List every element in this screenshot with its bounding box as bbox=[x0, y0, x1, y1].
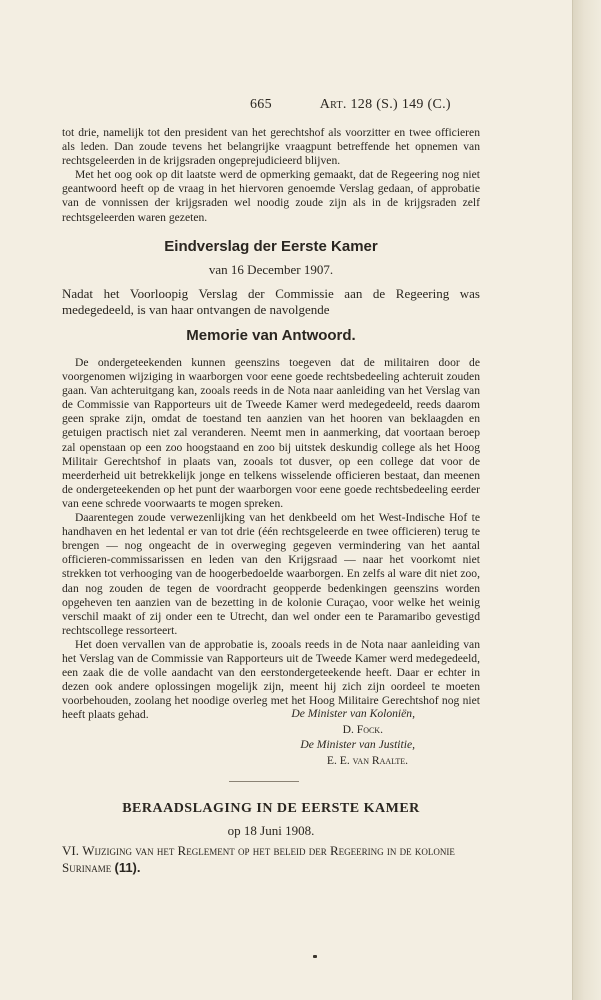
paragraph: Daarentegen zoude verwezenlijking van het denkbeeld om het West-Indische Hof te handhaven en het ledental er van tot drie (één rechtsgeleerde en twee officieren) terug te brengen — nog ongeacht de in overweging gegeven vermindering van het aantal officieren-commissarissen en leden van den Krijgsraad — naar het voorkomt niet strekken tot verhooging van de hoogerbedoelde waarborgen. En zelfs al ware dit niet zoo, dan nog zouden de tegen de voordracht geopperde bedenkingen geenszins worden opgeheven ten aanzien van de bezetting in de kolonie Curaçao, voor welke het weinig verschil maakt of zij onder een te Utrecht, dan wel onder een te Paramaribo gevestigd rechtscollege ressorteert. bbox=[62, 511, 480, 637]
memorie-heading: Memorie van Antwoord. bbox=[186, 327, 356, 344]
paragraph: Het doen vervallen van de approbatie is, zooals reeds in de Nota naar aanleiding van het Verslag van de Commissie van Rapporteurs uit de Tweede Kamer werd medegedeeld, een zaak die de volle aandacht van den eerstondergeteekende heeft. Daar er echter in dezen ook andere oplossingen mogelijk zijn, meent hij zich zijn oordeel te moeten voorbehouden, zoolang het noodige overleg met het Hoog Militaire Gerechtshof nog niet heeft plaats gehad. bbox=[62, 637, 480, 722]
minister-name: D. Fock. bbox=[342, 722, 383, 736]
signature-block bbox=[62, 706, 480, 768]
eindverslag-date: van 16 December 1907. bbox=[208, 262, 334, 277]
print-mark bbox=[313, 955, 317, 958]
article-reference: Art. 128 (S.) 149 (C.) bbox=[319, 97, 451, 112]
memorie-text-block bbox=[62, 356, 480, 722]
paragraph: De ondergeteekenden kunnen geenszins toegeven dat de militairen door de voorgenomen wijziging in waarborgen voor eene goede rechtsbedeeling achteruit zouden gaan. Van achteruitgang kan, zooals reeds in de Nota naar aanleiding van het Verslag van de Commissie van Rapporteurs uit de Tweede Kamer werd medegedeeld, reeds daarom geen sprake zijn, omdat de toestand ten aanzien van het hooren van beklaagden en getuigen practisch niet zal veranderen. Neemt men in aanmerking, dat voortaan beroep zal openstaan op een zoo hoogstaand en zoo bij uitstek deskundig college als het Hoog Militair Gerechtshof in plaats van, zooals tot dusver, op een college dat voor de meerderheid uit betrekkelijk jonge en telkens wisselende officieren bestaat, dan meenen de ondergeteekenden op het punt der waarborgen voor eene goede rechtsbedeeling eerder van eene schrede voorwaarts te mogen spreken. bbox=[62, 356, 480, 510]
running-header bbox=[250, 97, 451, 113]
section-numeral: VI. bbox=[62, 843, 79, 858]
paragraph: Nadat het Voorloopig Verslag der Commissie aan de Regeering was medegedeeld, is van haar ontvangen de navolgende bbox=[62, 286, 480, 317]
beraadslaging-date: op 18 Juni 1908. bbox=[227, 823, 315, 838]
minister-title: De Minister van Justitie, bbox=[300, 738, 415, 751]
top-text-block bbox=[62, 126, 480, 225]
section-divider bbox=[229, 781, 299, 782]
beraadslaging-heading: BERAADSLAGING IN DE EERSTE KAMER bbox=[122, 801, 420, 816]
paragraph: tot drie, namelijk tot den president van het gerechtshof als voorzitter en twee officieren als leden. Dan zoude tevens het belangrijke vraagpunt betreffende het opnemen van rechtsgeleerden in de krijgsraden ongeprejudicieerd blijven. bbox=[62, 126, 480, 168]
eindverslag-heading: Eindverslag der Eerste Kamer bbox=[164, 238, 378, 255]
section-heading bbox=[62, 842, 480, 876]
section-title: Wijziging van het Reglement op het beleid der Regeering in de kolonie Suriname bbox=[62, 843, 455, 875]
book-gutter bbox=[572, 0, 601, 1000]
section-note: (11). bbox=[114, 860, 141, 875]
eindverslag-intro bbox=[62, 286, 480, 318]
minister-title: De Minister van Koloniën, bbox=[291, 707, 415, 720]
minister-name: E. E. van Raalte. bbox=[326, 753, 408, 767]
page-number: 665 bbox=[250, 97, 272, 112]
paragraph: Met het oog ook op dit laatste werd de opmerking gemaakt, dat de Regeering nog niet geantwoord heeft op de vraag in het hiervoren genoemde Verslag gedaan, of approbatie van de vonnissen der krijgsraden wel noodig zoude zijn als in de krijgsraden zelf rechtsgeleerden waren gezeten. bbox=[62, 168, 480, 224]
